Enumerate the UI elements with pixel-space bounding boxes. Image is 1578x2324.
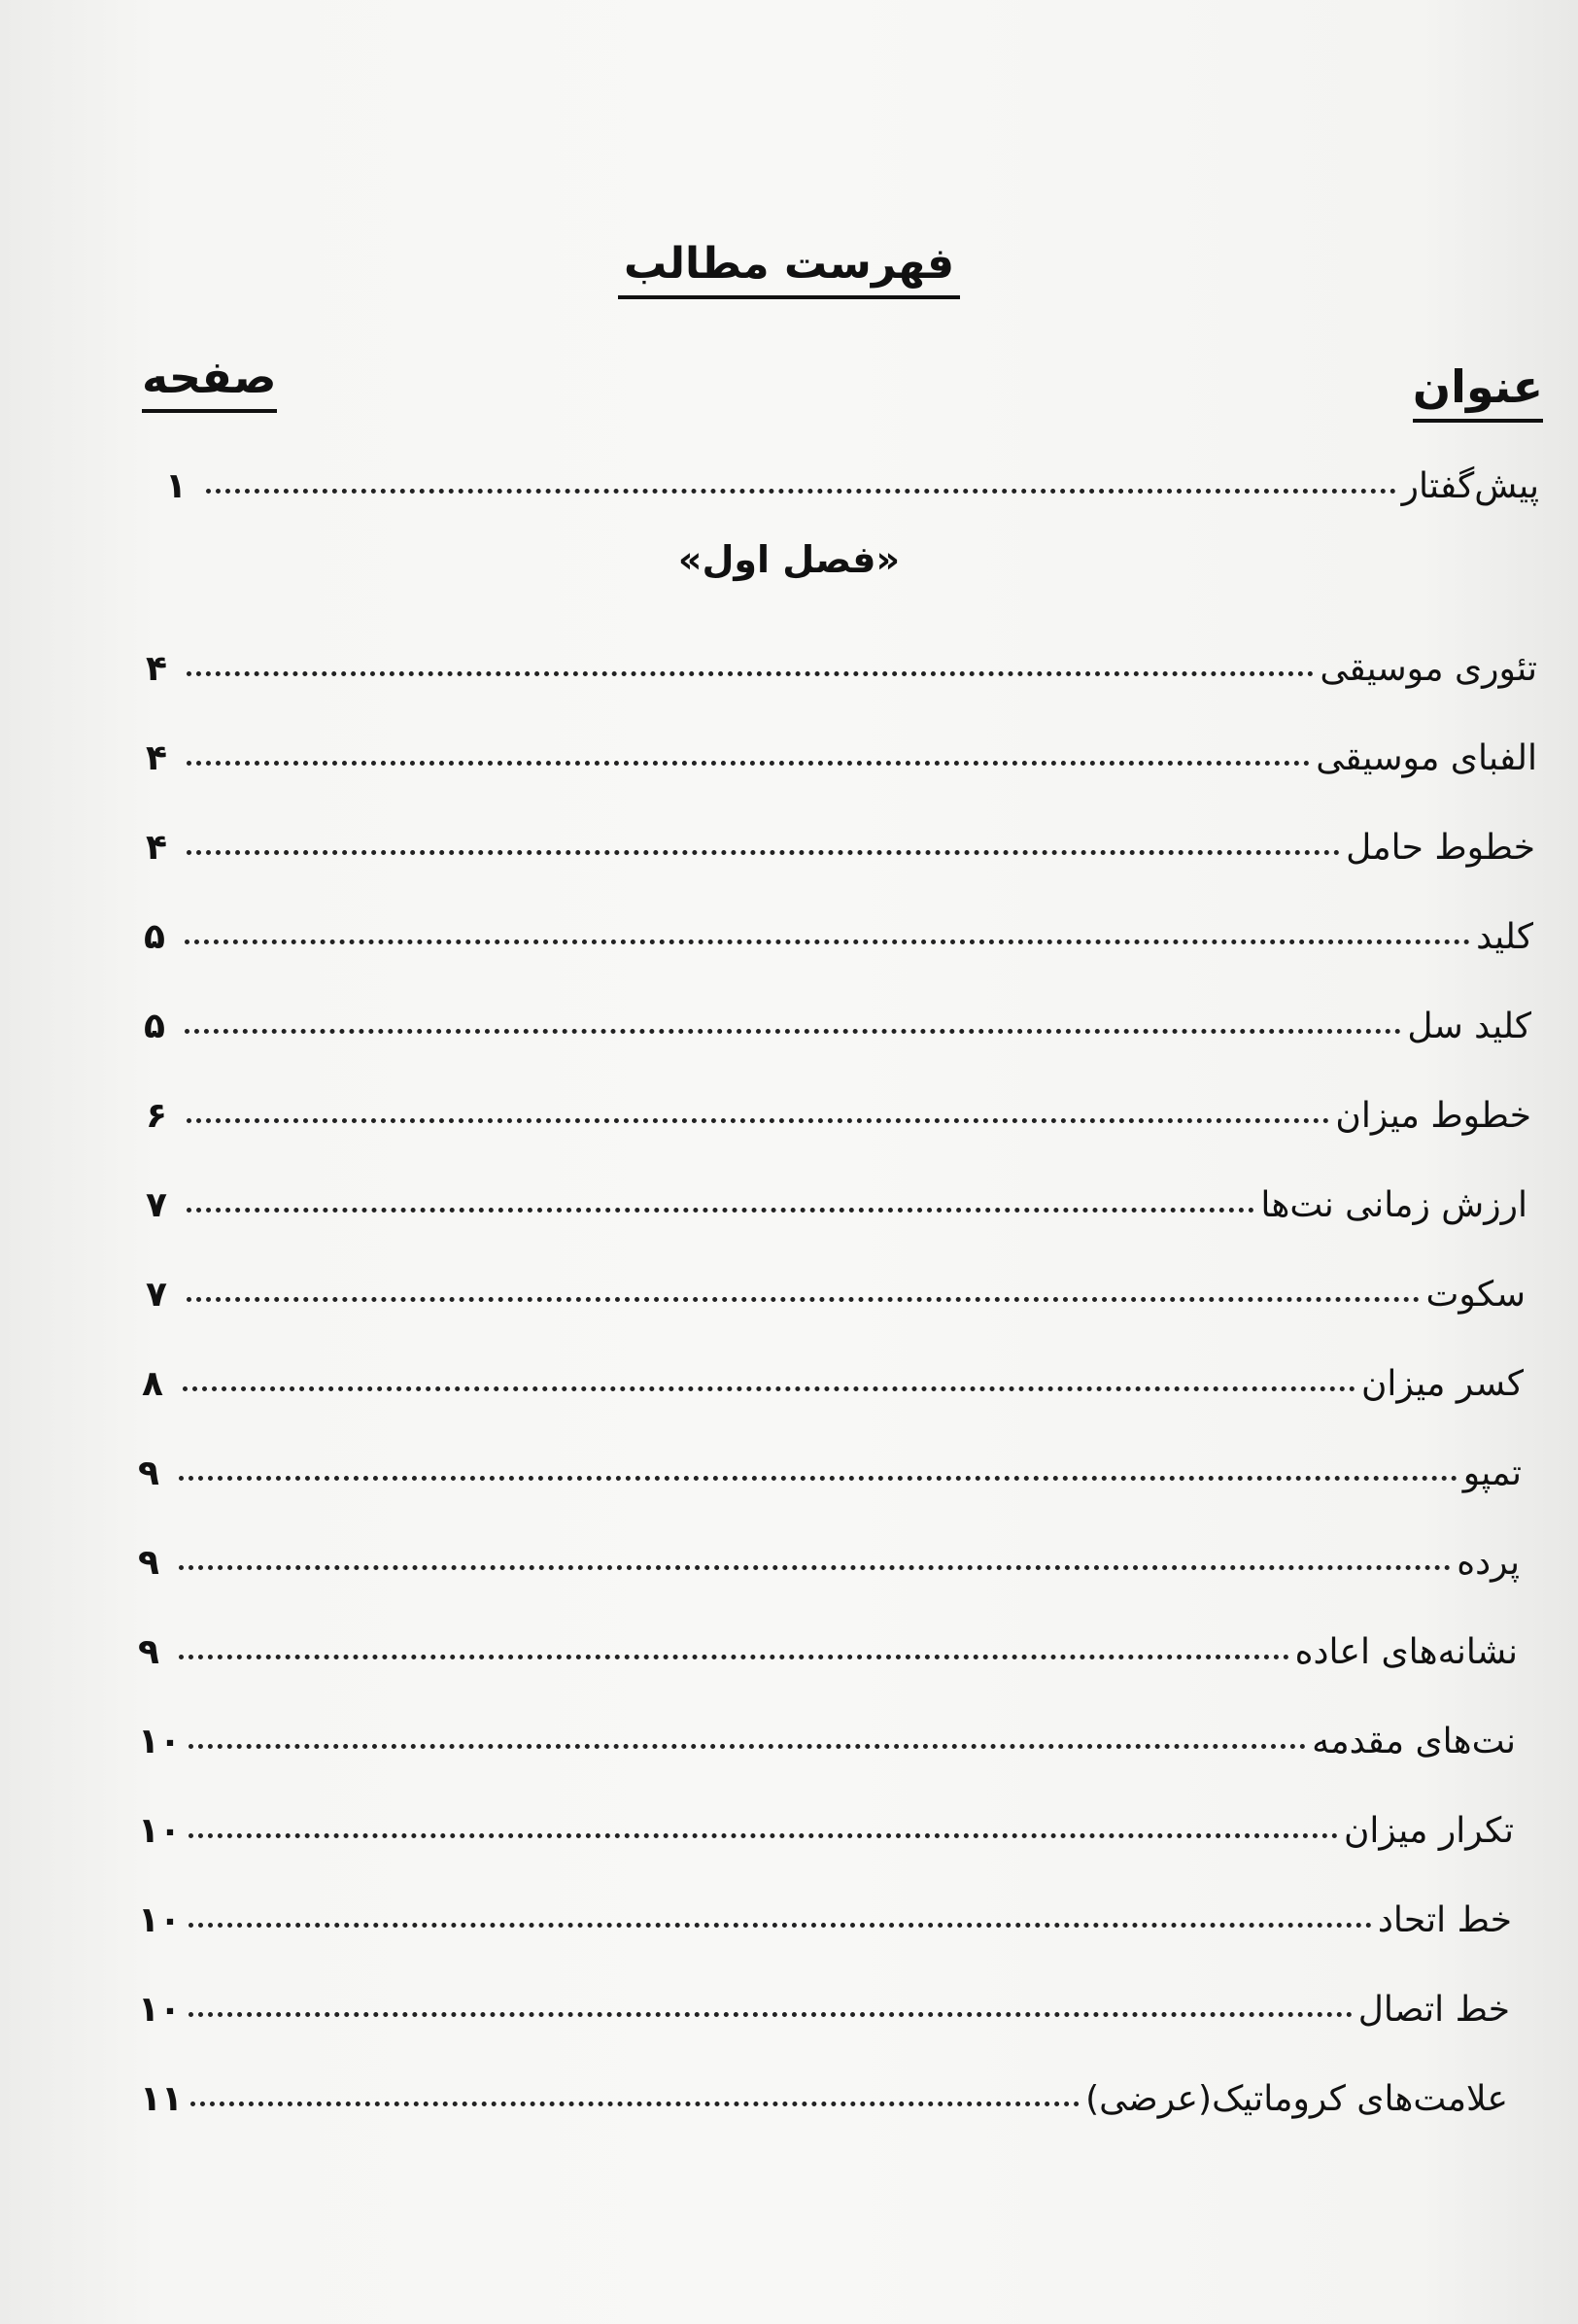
toc-entry xyxy=(138,1615,1518,1673)
dot-leader xyxy=(189,1744,1306,1749)
toc-entry xyxy=(138,1883,1512,1941)
dot-leader xyxy=(179,1476,1458,1481)
dot-leader xyxy=(187,1118,1329,1123)
dot-leader xyxy=(189,1923,1372,1928)
toc-entry-title: پیش‌گفتار xyxy=(1401,465,1539,506)
toc-entry xyxy=(138,1525,1520,1584)
toc-entry xyxy=(146,632,1537,690)
page-column-header: صفحه xyxy=(142,352,277,413)
toc-entry-page: ۶ xyxy=(146,1095,167,1136)
dot-leader xyxy=(183,1386,1355,1391)
chapter-heading: «فصل اول» xyxy=(677,538,901,581)
toc-entry-page: ۵ xyxy=(144,916,165,957)
toc-entry-page: ۱۰ xyxy=(138,1899,181,1940)
toc-entry-page: ۷ xyxy=(146,1184,167,1225)
toc-entry xyxy=(146,1257,1526,1316)
toc-entry-page: ۹ xyxy=(138,1542,159,1583)
toc-entry xyxy=(138,1436,1522,1494)
toc-entry-page: ۱۰ xyxy=(138,1989,181,2030)
toc-entry xyxy=(138,1704,1516,1762)
dot-leader xyxy=(187,1208,1254,1213)
toc-entry-title: علامت‌های کروماتیک(عرضی) xyxy=(1085,2078,1508,2119)
toc-entry-title: نشانه‌های اعاده xyxy=(1294,1631,1518,1672)
toc-entry-title: کلید xyxy=(1476,916,1533,957)
dot-leader xyxy=(179,1565,1451,1570)
toc-entry-page: ۹ xyxy=(138,1631,159,1672)
toc-entry-title: پرده xyxy=(1457,1542,1520,1583)
dot-leader xyxy=(185,1029,1401,1034)
toc-entry xyxy=(138,1972,1510,2031)
toc-entry-page: ۷ xyxy=(146,1274,167,1315)
dot-leader xyxy=(187,761,1310,766)
toc-entry-title: خط اتصال xyxy=(1357,1989,1510,2030)
toc-entry-title: خطوط میزان xyxy=(1335,1095,1531,1136)
toc-entry-title: خط اتحاد xyxy=(1377,1899,1512,1940)
dot-leader xyxy=(179,1655,1289,1659)
page-title: فهرست مطالب xyxy=(618,241,960,299)
toc-entry-page: ۵ xyxy=(144,1006,165,1046)
toc-entry xyxy=(144,989,1531,1047)
toc-entry-page: ۱ xyxy=(165,465,187,506)
toc-entry-page: ۴ xyxy=(146,737,167,778)
toc-entry-title: کسر میزان xyxy=(1360,1363,1524,1404)
toc-entry-title: نت‌های مقدمه xyxy=(1312,1721,1516,1761)
toc-entry-title: ارزش زمانی نت‌ها xyxy=(1260,1184,1527,1225)
toc-entry-title: خطوط حامل xyxy=(1346,827,1535,868)
toc-entry-title: تئوری موسیقی xyxy=(1320,648,1537,689)
toc-entry-title: کلید سل xyxy=(1407,1006,1531,1046)
dot-leader xyxy=(206,489,1396,494)
toc-entry-title: تمپو xyxy=(1462,1452,1522,1493)
toc-entry xyxy=(146,721,1537,779)
toc-entry-page: ۱۰ xyxy=(138,1721,181,1761)
toc-entry-page: ۱۰ xyxy=(138,1810,181,1851)
dot-leader xyxy=(190,2102,1080,2106)
dot-leader xyxy=(189,1833,1338,1838)
toc-entry xyxy=(142,1347,1524,1405)
dot-leader xyxy=(187,671,1314,676)
toc-entry xyxy=(146,1168,1527,1226)
title-column-header: عنوان xyxy=(1413,361,1543,423)
dot-leader xyxy=(185,940,1470,944)
toc-entry xyxy=(146,1078,1531,1137)
toc-entry xyxy=(140,2062,1508,2120)
toc-entry-page: ۹ xyxy=(138,1452,159,1493)
toc-entry xyxy=(146,810,1535,869)
toc-entry-page: ۱۱ xyxy=(140,2078,183,2119)
dot-leader xyxy=(187,850,1340,855)
dot-leader xyxy=(189,2012,1353,2017)
toc-entry-title: تکرار میزان xyxy=(1343,1810,1514,1851)
toc-entry xyxy=(138,1794,1514,1852)
toc-entry-title: الفبای موسیقی xyxy=(1316,737,1537,778)
toc-entry xyxy=(144,900,1533,958)
dot-leader xyxy=(187,1297,1420,1302)
toc-entry-page: ۴ xyxy=(146,648,167,689)
toc-entry-title: سکوت xyxy=(1425,1274,1526,1315)
toc-entry-page: ۴ xyxy=(146,827,167,868)
toc-entry xyxy=(165,449,1539,507)
toc-entry-page: ۸ xyxy=(142,1363,163,1404)
